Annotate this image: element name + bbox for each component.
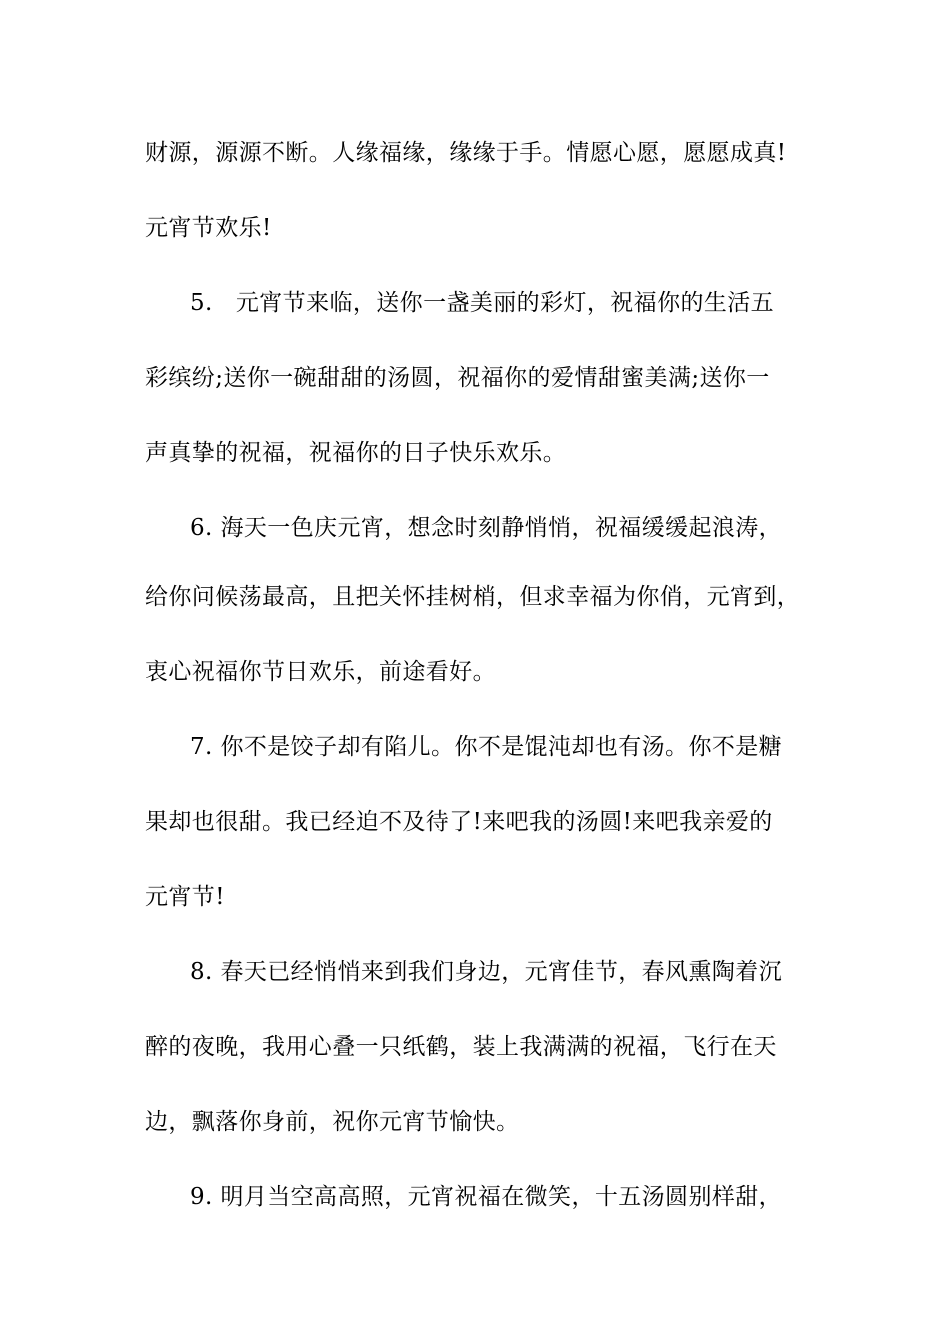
text-line: 衷心祝福你节日欢乐，前途看好。	[145, 659, 496, 685]
paragraph-6-start: 6. 海天一色庆元宵，想念时刻静悄悄，祝福缓缓起浪涛，	[190, 515, 783, 541]
text-line: 边，飘落你身前，祝你元宵节愉快。	[145, 1109, 520, 1135]
text-line: 醉的夜晚，我用心叠一只纸鹤，装上我满满的祝福，飞行在天	[145, 1034, 777, 1060]
text-line: 给你问候荡最高，且把关怀挂树梢，但求幸福为你俏，元宵到，	[145, 584, 801, 610]
paragraph-7-start: 7. 你不是饺子却有陷儿。你不是馄沌却也有汤。你不是糖	[190, 734, 783, 760]
text-line: 果却也很甜。我已经迫不及待了!来吧我的汤圆!来吧我亲爱的	[145, 809, 773, 835]
text-line: 彩缤纷;送你一碗甜甜的汤圆，祝福你的爱情甜蜜美满;送你一	[145, 365, 770, 391]
paragraph-5-start: 5. 元宵节来临，送你一盏美丽的彩灯，祝福你的生活五	[190, 290, 775, 316]
paragraph-8-start: 8. 春天已经悄悄来到我们身边，元宵佳节，春风熏陶着沉	[190, 959, 783, 985]
text-line: 财源，源源不断。人缘福缘，缘缘于手。情愿心愿，愿愿成真!	[145, 140, 787, 166]
paragraph-9-start: 9. 明月当空高高照，元宵祝福在微笑，十五汤圆别样甜，	[190, 1184, 783, 1210]
text-line: 元宵节!	[145, 884, 225, 910]
text-line: 声真挚的祝福，祝福你的日子快乐欢乐。	[145, 440, 567, 466]
text-line: 元宵节欢乐!	[145, 215, 272, 241]
